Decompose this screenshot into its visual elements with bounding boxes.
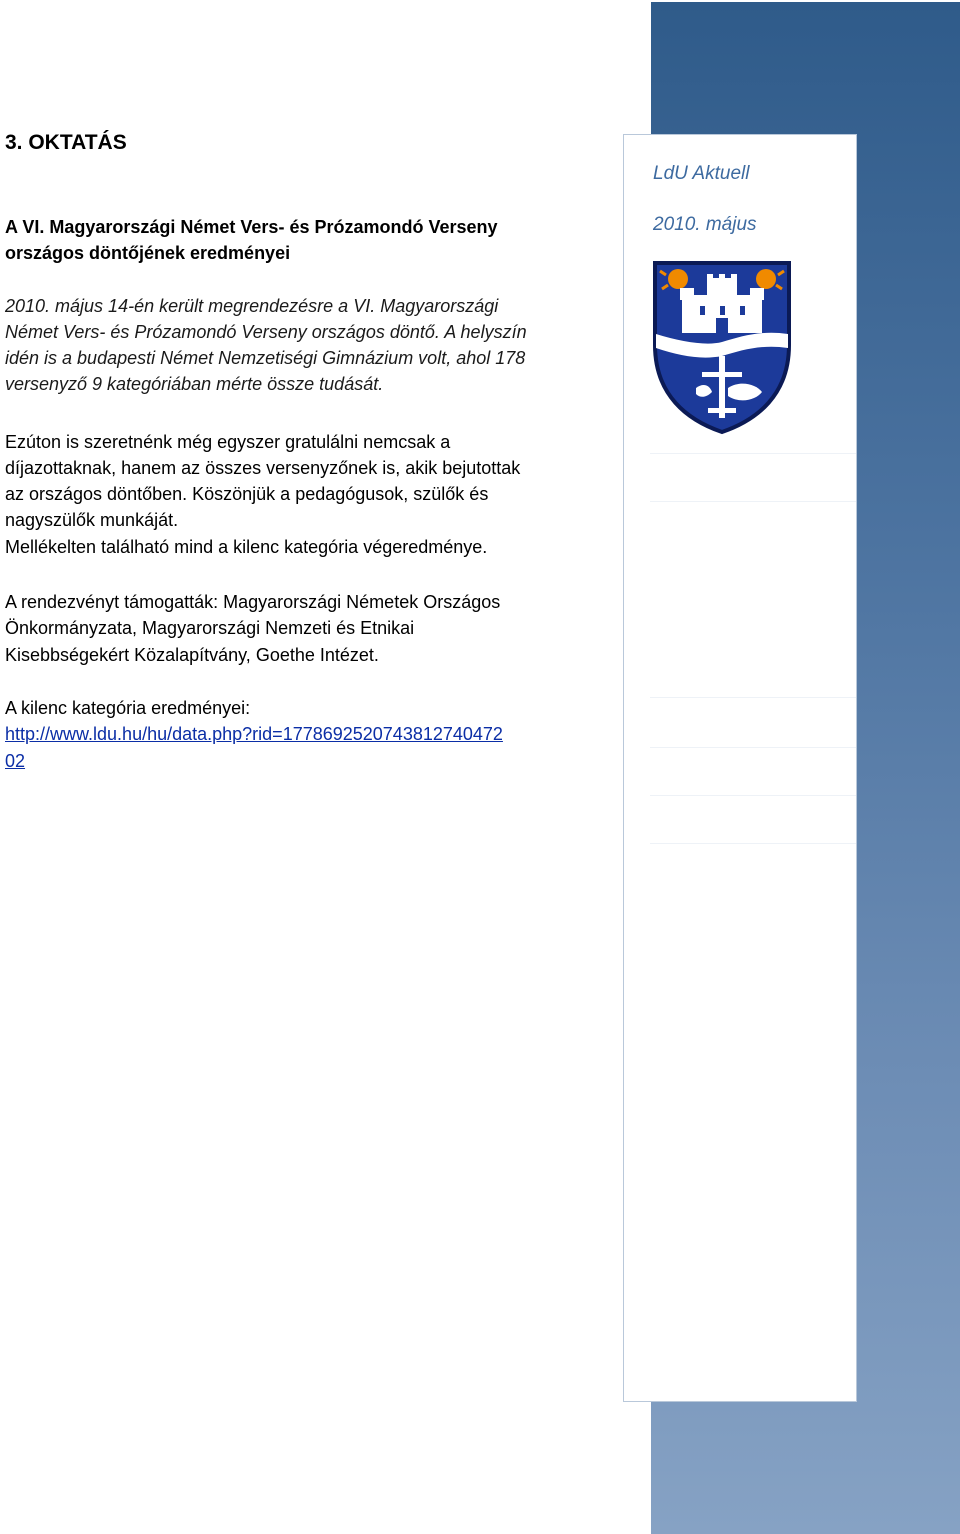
intro-line: Német Vers- és Prózamondó Verseny országos döntő. A helyszín bbox=[5, 322, 527, 342]
paragraph-line: az országos döntőben. Köszönjük a pedagógusok, szülők és bbox=[5, 484, 489, 504]
article-title-line: országos döntőjének eredményei bbox=[5, 243, 291, 263]
intro-line: 2010. május 14-én került megrendezésre a VI. Magyarországi bbox=[5, 296, 499, 316]
sidebar-divider bbox=[650, 843, 856, 844]
section-title: 3. OKTATÁS bbox=[5, 131, 127, 154]
results-link[interactable]: 02 bbox=[5, 751, 26, 771]
intro-line: idén is a budapesti Német Nemzetiségi Gimnázium volt, ahol 178 bbox=[5, 348, 526, 368]
article-title-line: A VI. Magyarországi Német Vers- és Prózamondó Verseny bbox=[5, 217, 498, 237]
sponsors-line: Önkormányzata, Magyarországi Nemzeti és Etnikai bbox=[5, 618, 415, 638]
sidebar-divider bbox=[650, 795, 856, 796]
coat-of-arms-icon bbox=[652, 260, 792, 435]
sidebar-title: LdU Aktuell bbox=[653, 163, 750, 184]
sidebar-card bbox=[623, 134, 857, 1402]
sponsors-line: Kisebbségekért Közalapítvány, Goethe Intézet. bbox=[5, 645, 379, 665]
sidebar-divider bbox=[650, 501, 856, 502]
sidebar-date: 2010. május bbox=[653, 214, 757, 235]
intro-line: versenyző 9 kategóriában mérte össze tudását. bbox=[5, 374, 384, 394]
paragraph-line: Mellékelten található mind a kilenc kategória végeredménye. bbox=[5, 537, 488, 557]
results-link[interactable]: http://www.ldu.hu/hu/data.php?rid=1778692520743812740472 bbox=[5, 724, 503, 744]
results-label: A kilenc kategória eredményei: bbox=[5, 698, 251, 718]
paragraph-line: díjazottaknak, hanem az összes versenyzőnek is, akik bejutottak bbox=[5, 458, 521, 478]
paragraph-line: Ezúton is szeretnénk még egyszer gratulálni nemcsak a bbox=[5, 432, 451, 452]
sponsors-line: A rendezvényt támogatták: Magyarországi Németek Országos bbox=[5, 592, 501, 612]
sidebar-divider bbox=[650, 747, 856, 748]
sidebar-divider bbox=[650, 453, 856, 454]
sidebar-divider bbox=[650, 697, 856, 698]
paragraph-line: nagyszülők munkáját. bbox=[5, 510, 179, 530]
